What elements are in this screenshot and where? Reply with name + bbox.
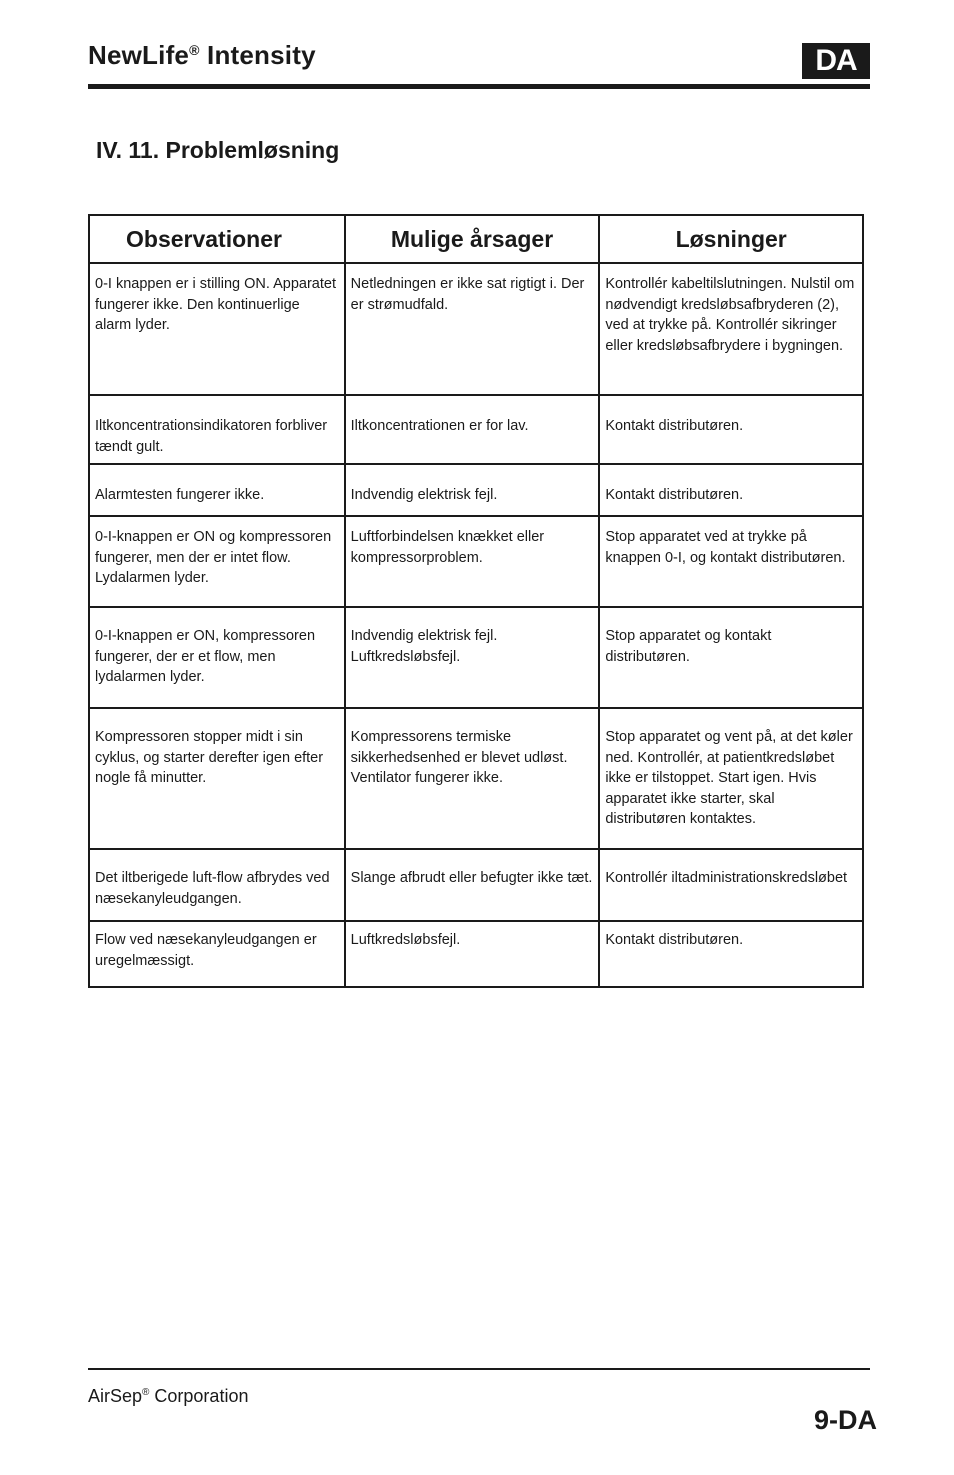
- cause-cell: Luftkredsløbsfejl.: [345, 921, 600, 987]
- solution-cell: Kontakt distributøren.: [599, 464, 863, 516]
- company-name: AirSep: [88, 1386, 143, 1406]
- observation-cell: 0-I-knappen er ON, kompressoren fungerer, der er et flow, men lydalarmen lyder.: [89, 607, 345, 708]
- section-title: IV. 11. Problemløsning: [96, 137, 340, 163]
- solution-cell: Kontakt distributøren.: [599, 921, 863, 987]
- observation-cell: Alarmtesten fungerer ikke.: [89, 464, 345, 516]
- column-header-observations: Observationer: [89, 215, 345, 263]
- troubleshooting-table: [88, 214, 864, 988]
- footer-divider: [88, 1368, 870, 1370]
- observation-cell: 0-I-knappen er ON og kompressoren fungerer, men der er intet flow. Lydalarmen lyder.: [89, 516, 345, 607]
- table-row: [89, 708, 863, 849]
- table-row: [89, 263, 863, 395]
- solution-cell: Stop apparatet ved at trykke på knappen 0-I, og kontakt distributøren.: [599, 516, 863, 607]
- footer-company: [88, 1386, 248, 1407]
- column-header-causes: Mulige årsager: [345, 215, 600, 263]
- table-row: [89, 607, 863, 708]
- header-divider: [88, 84, 870, 89]
- cause-cell: Kompressorens termiske sikkerhedsenhed er blevet udløst. Ventilator fungerer ikke.: [345, 708, 600, 849]
- company-suffix: Corporation: [149, 1386, 249, 1406]
- cause-cell: Indvendig elektrisk fejl. Luftkredsløbsfejl.: [345, 607, 600, 708]
- cause-cell: Slange afbrudt eller befugter ikke tæt.: [345, 849, 600, 921]
- page-number: 9-DA: [814, 1405, 878, 1435]
- registered-mark: ®: [189, 42, 200, 58]
- brand-name: NewLife: [88, 40, 190, 70]
- column-header-solutions: Løsninger: [599, 215, 863, 263]
- table-row: [89, 921, 863, 987]
- cause-cell: Iltkoncentrationen er for lav.: [345, 395, 600, 464]
- document-title: [88, 40, 316, 71]
- solution-cell: Stop apparatet og kontakt distributøren.: [599, 607, 863, 708]
- observation-cell: Iltkoncentrationsindikatoren forbliver tændt gult.: [89, 395, 345, 464]
- observation-cell: Kompressoren stopper midt i sin cyklus, og starter derefter igen efter nogle få minutter.: [89, 708, 345, 849]
- table-row: [89, 516, 863, 607]
- cause-cell: Luftforbindelsen knækket eller kompressorproblem.: [345, 516, 600, 607]
- language-badge: DA: [802, 43, 870, 79]
- cause-cell: Indvendig elektrisk fejl.: [345, 464, 600, 516]
- observation-cell: 0-I knappen er i stilling ON. Apparatet fungerer ikke. Den kontinuerlige alarm lyder.: [89, 263, 345, 395]
- solution-cell: Kontrollér kabeltilslutningen. Nulstil om nødvendigt kredsløbsafbryderen (2), ved at trykke på. Kontrollér sikringer eller kredsløbsafbrydere i bygningen.: [599, 263, 863, 395]
- product-name: Intensity: [199, 40, 316, 70]
- table-header-row: [89, 215, 863, 263]
- solution-cell: Kontakt distributøren.: [599, 395, 863, 464]
- observation-cell: Flow ved næsekanyleudgangen er uregelmæssigt.: [89, 921, 345, 987]
- table-row: [89, 464, 863, 516]
- registered-mark: ®: [142, 1387, 150, 1398]
- cause-cell: Netledningen er ikke sat rigtigt i. Der er strømudfald.: [345, 263, 600, 395]
- observation-cell: Det iltberigede luft-flow afbrydes ved næsekanyleudgangen.: [89, 849, 345, 921]
- table-row: [89, 849, 863, 921]
- solution-cell: Stop apparatet og vent på, at det køler ned. Kontrollér, at patientkredsløbet ikke er tilstoppet. Start igen. Hvis apparatet ikke starter, skal distributøren kontaktes.: [599, 708, 863, 849]
- table-row: [89, 395, 863, 464]
- solution-cell: Kontrollér iltadministrationskredsløbet: [599, 849, 863, 921]
